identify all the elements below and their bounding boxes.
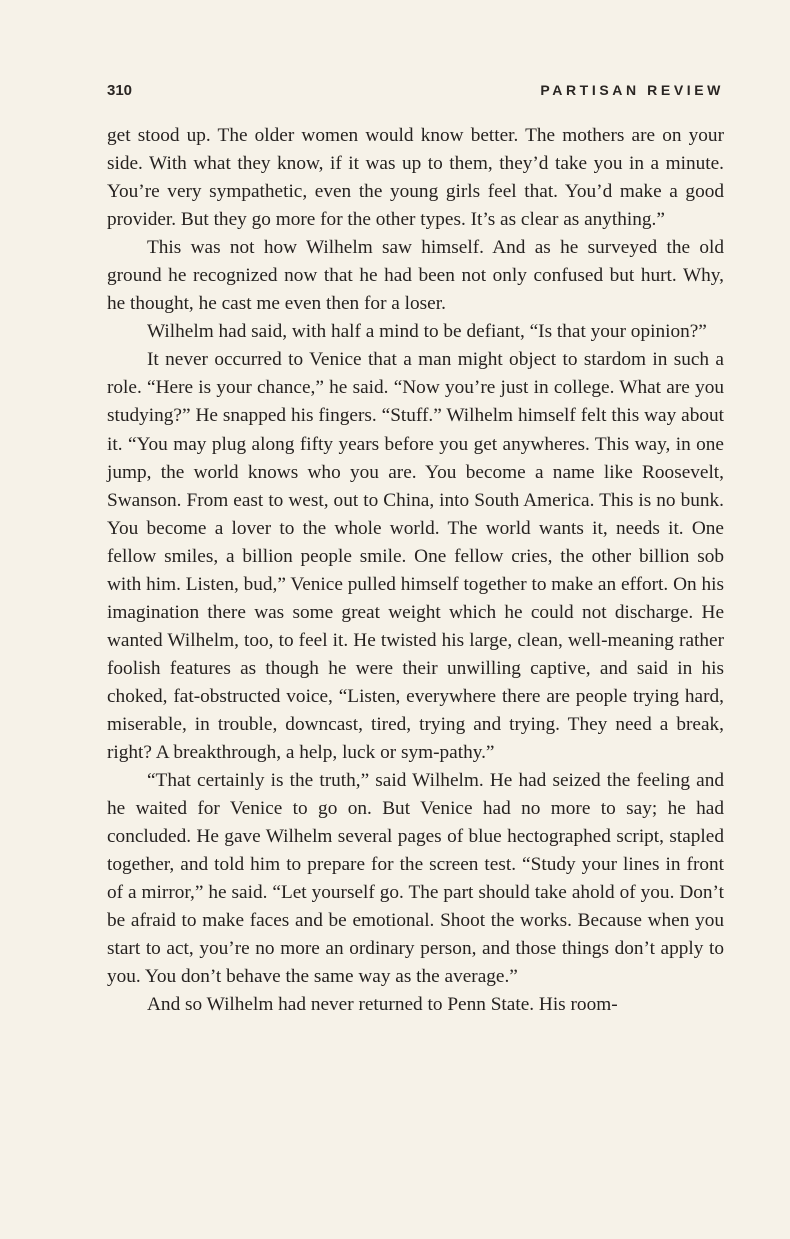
paragraph: This was not how Wilhelm saw himself. And as he surveyed the old ground he recognized now that he had been not only confused but hurt. Why, he thought, he cast me even then for a loser.: [107, 237, 724, 315]
paragraph: “That certainly is the truth,” said Wilhelm. He had seized the feeling and he waited for Venice to go on. But Venice had no more to say; he had concluded. He gave Wilhelm several pages of blue hectographed script, stapled together, and told him to prepare for the screen test. “Study your lines in front of a mirror,” he said. “Let yourself go. The part should take ahold of you. Don’t be afraid to make faces and be emotional. Shoot the works. Because when you start to act, you’re no more an ordinary person, and those things don’t apply to you. You don’t behave the same way as the average.”: [107, 770, 724, 988]
paragraph: Wilhelm had said, with half a mind to be defiant, “Is that your opinion?”: [147, 321, 707, 343]
paragraph: It never occurred to Venice that a man might object to stardom in such a role. “Here is your chance,” he said. “Now you’re just in college. What are you studying?” He snapped his fingers. “Stuff.” Wilhelm himself felt this way about it. “You may plug along fifty years before you get anywheres. This way, in one jump, the world knows who you are. You become a name like Roosevelt, Swanson. From east to west, out to China, into South America. This is no bunk. You become a lover to the whole world. The world wants it, needs it. One fellow smiles, a billion people smile. One fellow cries, the other billion sob with him. Listen, bud,” Venice pulled himself together to make an effort. On his imagination there was some great weight which he could not discharge. He wanted Wilhelm, too, to feel it. He twisted his large, clean, well-meaning rather foolish features as though he were their unwilling captive, and said in his choked, fat-obstructed voice, “Listen, everywhere there are people trying hard, miserable, in trouble, downcast, tired, trying and trying. They need a break, right? A breakthrough, a help, luck or sym-pathy.”: [107, 349, 724, 764]
running-head: [107, 82, 724, 104]
body-text: [107, 122, 724, 1020]
journal-title: PARTISAN REVIEW: [540, 82, 724, 98]
page-number: 310: [107, 82, 133, 99]
paragraph: get stood up. The older women would know better. The mothers are on your side. With what they know, if it was up to them, they’d take you in a minute. You’re very sympathetic, even the young girls feel that. You’d make a good provider. But they go more for the other types. It’s as clear as anything.”: [107, 125, 724, 231]
paragraph: And so Wilhelm had never returned to Penn State. His room-: [147, 994, 618, 1016]
